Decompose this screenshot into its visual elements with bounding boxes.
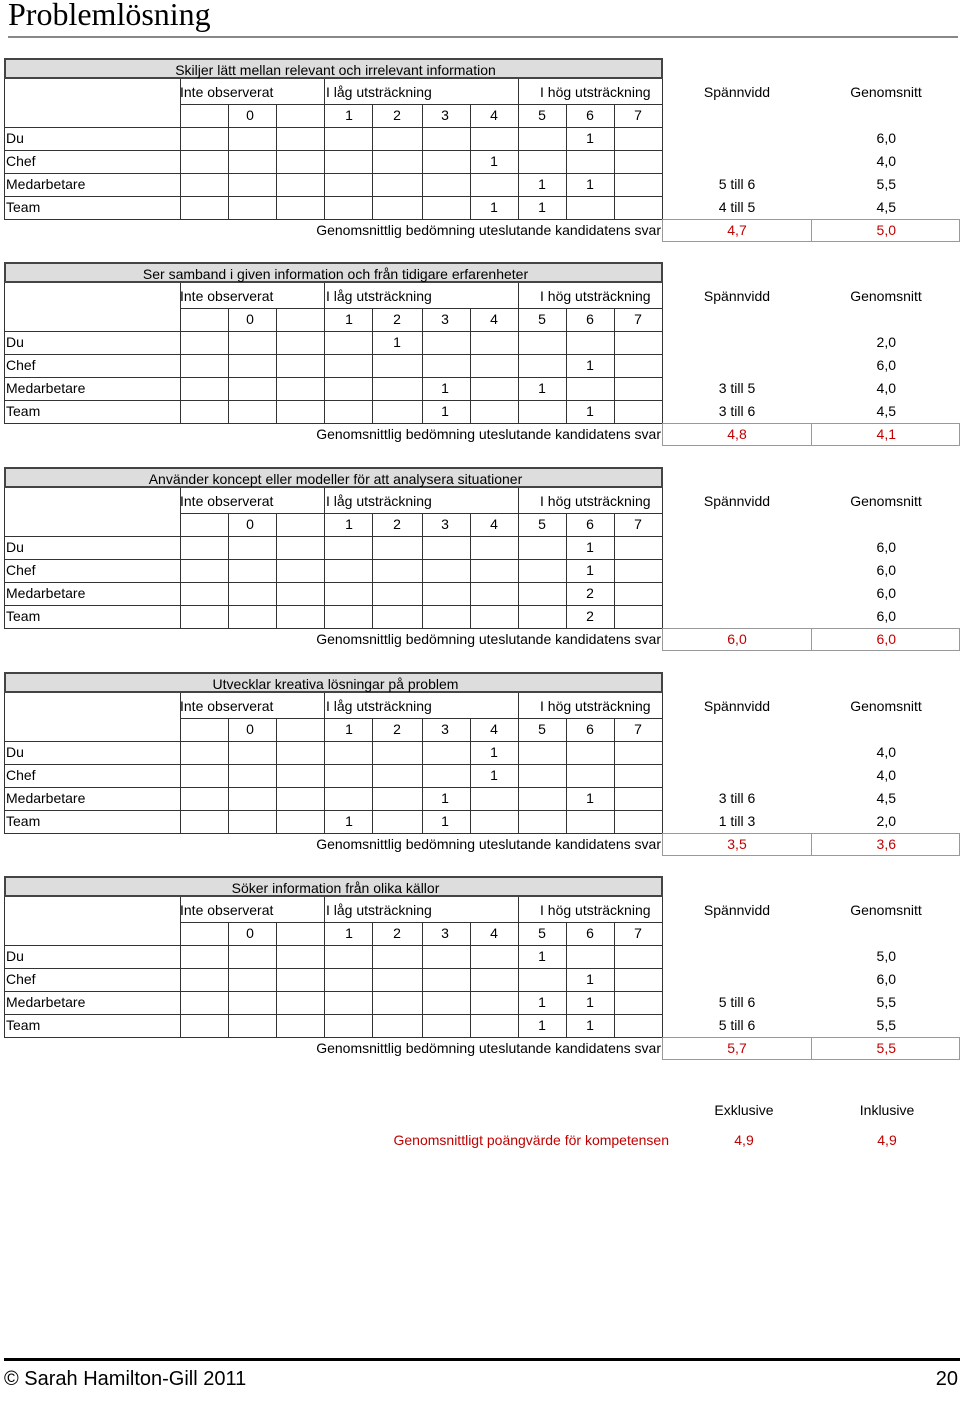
count-cell: 1 xyxy=(538,176,546,192)
grid-line xyxy=(180,897,181,1037)
row-label: Medarbetare xyxy=(6,994,86,1010)
col-header-genomsnitt: Genomsnitt xyxy=(850,84,922,100)
avg-cell: 4,0 xyxy=(876,153,896,169)
scale-value: 4 xyxy=(490,107,498,123)
section-header xyxy=(4,262,663,283)
count-cell: 1 xyxy=(441,790,449,806)
count-cell: 1 xyxy=(538,380,546,396)
row-label: Team xyxy=(6,608,41,624)
competence-section xyxy=(4,672,960,862)
grid-line xyxy=(4,628,662,629)
count-cell: 1 xyxy=(586,562,594,578)
count-cell: 1 xyxy=(538,199,546,215)
grid-line xyxy=(180,922,662,923)
row-label: Chef xyxy=(6,562,36,578)
grid-line xyxy=(662,922,663,1037)
avg-cell: 6,0 xyxy=(876,357,896,373)
row-label: Medarbetare xyxy=(6,790,86,806)
inklusive-label: Inklusive xyxy=(859,1102,915,1118)
count-cell: 1 xyxy=(393,334,401,350)
section-title: Utvecklar kreativa lösningar på problem xyxy=(212,676,459,692)
col-header-genomsnitt: Genomsnitt xyxy=(850,902,922,918)
scale-value: 0 xyxy=(246,721,254,737)
competence-section xyxy=(4,467,960,657)
grid-line xyxy=(4,173,662,174)
count-cell: 1 xyxy=(490,744,498,760)
grid-line xyxy=(228,513,229,628)
exklusive-value: 4,9 xyxy=(734,1132,754,1148)
row-label: Du xyxy=(6,334,24,350)
grid-line xyxy=(4,559,662,560)
scale-value: 4 xyxy=(490,721,498,737)
section-title: Söker information från olika källor xyxy=(231,880,440,896)
col-header-hog: I hög utsträckning xyxy=(540,493,651,509)
grid-line xyxy=(422,513,423,628)
col-header-inte: Inte observerat xyxy=(180,84,274,100)
scale-value: 1 xyxy=(345,107,353,123)
scale-value: 2 xyxy=(393,925,401,941)
grid-line xyxy=(422,922,423,1037)
grid-line xyxy=(228,718,229,833)
competence-section xyxy=(4,262,960,452)
section-title: Ser samband i given information och från tidigare erfarenheter xyxy=(142,266,529,282)
grid-line xyxy=(614,718,615,833)
col-header-lag: I låg utsträckning xyxy=(326,84,432,100)
grid-line xyxy=(180,488,181,628)
row-label: Medarbetare xyxy=(6,380,86,396)
row-label: Chef xyxy=(6,357,36,373)
competence-section xyxy=(4,58,960,248)
count-cell: 1 xyxy=(538,994,546,1010)
avg-cell: 6,0 xyxy=(876,585,896,601)
grid-line xyxy=(4,219,662,220)
grid-line xyxy=(518,488,519,628)
summary-range: 6,0 xyxy=(727,631,747,647)
exklusive-label: Exklusive xyxy=(714,1102,774,1118)
summary-range: 4,7 xyxy=(727,222,747,238)
count-cell: 2 xyxy=(586,585,594,601)
grid-line xyxy=(4,1037,662,1038)
col-header-lag: I låg utsträckning xyxy=(326,698,432,714)
section-header xyxy=(4,876,663,897)
count-cell: 1 xyxy=(538,1017,546,1033)
summary-avg: 3,6 xyxy=(876,836,896,852)
summary-avg: 4,1 xyxy=(876,426,896,442)
grid-line xyxy=(4,810,662,811)
scale-value: 3 xyxy=(441,107,449,123)
avg-cell: 4,5 xyxy=(876,403,896,419)
grid-line xyxy=(518,79,519,219)
section-header xyxy=(4,58,663,79)
summary-avg: 5,0 xyxy=(876,222,896,238)
grid-line xyxy=(372,922,373,1037)
scale-value: 2 xyxy=(393,516,401,532)
grid-line xyxy=(180,79,181,219)
grid-line xyxy=(662,718,663,833)
grid-line xyxy=(4,536,662,537)
grid-line xyxy=(276,513,277,628)
col-header-spannvidd: Spännvidd xyxy=(703,698,771,714)
grid-line xyxy=(4,605,662,606)
grid-line xyxy=(4,764,662,765)
scale-value: 1 xyxy=(345,721,353,737)
grid-line xyxy=(180,308,662,309)
col-header-spannvidd: Spännvidd xyxy=(703,902,771,918)
scale-value: 7 xyxy=(634,516,642,532)
scale-value: 1 xyxy=(345,516,353,532)
scale-value: 0 xyxy=(246,925,254,941)
scale-value: 4 xyxy=(490,516,498,532)
grid-line xyxy=(4,582,662,583)
row-label: Du xyxy=(6,948,24,964)
grid-line xyxy=(566,104,567,219)
row-label: Team xyxy=(6,813,41,829)
footer-rule xyxy=(4,1358,960,1361)
grid-line xyxy=(276,104,277,219)
col-header-hog: I hög utsträckning xyxy=(540,288,651,304)
grid-line xyxy=(4,945,662,946)
scale-value: 7 xyxy=(634,925,642,941)
scale-value: 6 xyxy=(586,925,594,941)
inklusive-value: 4,9 xyxy=(877,1132,897,1148)
col-header-genomsnitt: Genomsnitt xyxy=(850,288,922,304)
grid-line xyxy=(614,104,615,219)
summary-range: 3,5 xyxy=(727,836,747,852)
grid-line xyxy=(180,513,662,514)
count-cell: 1 xyxy=(490,153,498,169)
summary-label: Genomsnittlig bedömning uteslutande kandidatens svar xyxy=(316,1040,661,1056)
summary-label: Genomsnittlig bedömning uteslutande kandidatens svar xyxy=(316,426,661,442)
totals-label: Genomsnittligt poängvärde för kompetensen xyxy=(393,1132,669,1148)
grid-line xyxy=(470,513,471,628)
grid-line xyxy=(566,513,567,628)
grid-line xyxy=(324,488,325,628)
range-cell: 3 till 6 xyxy=(718,403,756,419)
col-header-genomsnitt: Genomsnitt xyxy=(850,698,922,714)
range-cell: 1 till 3 xyxy=(718,813,756,829)
range-cell: 3 till 6 xyxy=(718,790,756,806)
row-label: Medarbetare xyxy=(6,176,86,192)
count-cell: 1 xyxy=(586,539,594,555)
count-cell: 1 xyxy=(490,767,498,783)
scale-value: 0 xyxy=(246,516,254,532)
grid-line xyxy=(324,693,325,833)
section-title: Använder koncept eller modeller för att analysera situationer xyxy=(148,471,523,487)
scale-value: 3 xyxy=(441,516,449,532)
count-cell: 1 xyxy=(441,380,449,396)
scale-value: 5 xyxy=(538,721,546,737)
grid-line xyxy=(180,283,181,423)
col-header-lag: I låg utsträckning xyxy=(326,288,432,304)
grid-line xyxy=(276,922,277,1037)
grid-line xyxy=(276,718,277,833)
page-title: Problemlösning xyxy=(8,0,211,32)
col-header-spannvidd: Spännvidd xyxy=(703,84,771,100)
grid-line xyxy=(372,104,373,219)
count-cell: 1 xyxy=(441,403,449,419)
count-cell: 1 xyxy=(490,199,498,215)
avg-cell: 6,0 xyxy=(876,130,896,146)
scale-value: 3 xyxy=(441,925,449,941)
range-cell: 3 till 5 xyxy=(718,380,756,396)
grid-line xyxy=(422,104,423,219)
avg-cell: 6,0 xyxy=(876,971,896,987)
grid-line xyxy=(662,308,663,423)
grid-line xyxy=(4,150,662,151)
scale-value: 5 xyxy=(538,311,546,327)
scale-value: 2 xyxy=(393,107,401,123)
count-cell: 1 xyxy=(441,813,449,829)
grid-line xyxy=(180,693,181,833)
grid-line xyxy=(4,79,5,219)
grid-line xyxy=(372,718,373,833)
col-header-lag: I låg utsträckning xyxy=(326,902,432,918)
grid-line xyxy=(180,718,662,719)
range-cell: 5 till 6 xyxy=(718,994,756,1010)
range-cell: 5 till 6 xyxy=(718,176,756,192)
section-title: Skiljer lätt mellan relevant och irrelevant information xyxy=(175,62,496,78)
col-header-inte: Inte observerat xyxy=(180,288,274,304)
count-cell: 1 xyxy=(345,813,353,829)
avg-cell: 2,0 xyxy=(876,334,896,350)
col-header-inte: Inte observerat xyxy=(180,493,274,509)
avg-cell: 5,5 xyxy=(876,176,896,192)
grid-line xyxy=(228,308,229,423)
grid-line xyxy=(4,833,662,834)
grid-line xyxy=(4,423,662,424)
footer-copyright: © Sarah Hamilton-Gill 2011 xyxy=(4,1368,247,1390)
avg-cell: 4,0 xyxy=(876,380,896,396)
grid-line xyxy=(4,488,5,628)
col-header-genomsnitt: Genomsnitt xyxy=(850,493,922,509)
scale-value: 0 xyxy=(246,107,254,123)
count-cell: 1 xyxy=(538,948,546,964)
col-header-lag: I låg utsträckning xyxy=(326,493,432,509)
row-label: Chef xyxy=(6,767,36,783)
count-cell: 1 xyxy=(586,130,594,146)
row-label: Du xyxy=(6,744,24,760)
row-label: Medarbetare xyxy=(6,585,86,601)
scale-value: 7 xyxy=(634,311,642,327)
scale-value: 6 xyxy=(586,721,594,737)
grid-line xyxy=(518,283,519,423)
grid-line xyxy=(4,354,662,355)
range-cell: 5 till 6 xyxy=(718,1017,756,1033)
avg-cell: 2,0 xyxy=(876,813,896,829)
grid-line xyxy=(180,104,662,105)
grid-line xyxy=(372,308,373,423)
avg-cell: 4,5 xyxy=(876,790,896,806)
scale-value: 2 xyxy=(393,311,401,327)
grid-line xyxy=(4,196,662,197)
scale-value: 3 xyxy=(441,721,449,737)
summary-label: Genomsnittlig bedömning uteslutande kandidatens svar xyxy=(316,836,661,852)
count-cell: 1 xyxy=(586,971,594,987)
grid-line xyxy=(470,104,471,219)
grid-line xyxy=(422,308,423,423)
avg-cell: 4,5 xyxy=(876,199,896,215)
scale-value: 1 xyxy=(345,925,353,941)
scale-value: 2 xyxy=(393,721,401,737)
count-cell: 1 xyxy=(586,403,594,419)
col-header-hog: I hög utsträckning xyxy=(540,902,651,918)
avg-cell: 6,0 xyxy=(876,608,896,624)
grid-line xyxy=(470,308,471,423)
grid-line xyxy=(470,718,471,833)
grid-line xyxy=(4,400,662,401)
count-cell: 1 xyxy=(586,790,594,806)
grid-line xyxy=(228,104,229,219)
summary-range: 5,7 xyxy=(727,1040,747,1056)
summary-label: Genomsnittlig bedömning uteslutande kandidatens svar xyxy=(316,631,661,647)
grid-line xyxy=(614,922,615,1037)
row-label: Team xyxy=(6,1017,41,1033)
row-label: Team xyxy=(6,403,41,419)
count-cell: 1 xyxy=(586,994,594,1010)
grid-line xyxy=(518,693,519,833)
grid-line xyxy=(228,922,229,1037)
grid-line xyxy=(324,897,325,1037)
scale-value: 7 xyxy=(634,107,642,123)
grid-line xyxy=(4,127,662,128)
scale-value: 4 xyxy=(490,311,498,327)
scale-value: 6 xyxy=(586,107,594,123)
grid-line xyxy=(614,513,615,628)
grid-line xyxy=(324,283,325,423)
grid-line xyxy=(566,718,567,833)
scale-value: 7 xyxy=(634,721,642,737)
avg-cell: 5,5 xyxy=(876,1017,896,1033)
summary-range: 4,8 xyxy=(727,426,747,442)
scale-value: 3 xyxy=(441,311,449,327)
row-label: Du xyxy=(6,539,24,555)
col-header-hog: I hög utsträckning xyxy=(540,84,651,100)
col-header-spannvidd: Spännvidd xyxy=(703,493,771,509)
scale-value: 6 xyxy=(586,516,594,532)
scale-value: 5 xyxy=(538,107,546,123)
count-cell: 2 xyxy=(586,608,594,624)
grid-line xyxy=(518,897,519,1037)
grid-line xyxy=(470,922,471,1037)
summary-label: Genomsnittlig bedömning uteslutande kandidatens svar xyxy=(316,222,661,238)
row-label: Chef xyxy=(6,971,36,987)
grid-line xyxy=(4,897,5,1037)
avg-cell: 5,5 xyxy=(876,994,896,1010)
footer-page-number: 20 xyxy=(935,1368,958,1390)
grid-line xyxy=(4,787,662,788)
count-cell: 1 xyxy=(586,357,594,373)
scale-value: 1 xyxy=(345,311,353,327)
grid-line xyxy=(566,922,567,1037)
grid-line xyxy=(4,968,662,969)
grid-line xyxy=(4,991,662,992)
range-cell: 4 till 5 xyxy=(718,199,756,215)
col-header-inte: Inte observerat xyxy=(180,698,274,714)
title-rule xyxy=(8,36,958,38)
avg-cell: 6,0 xyxy=(876,539,896,555)
section-header xyxy=(4,467,663,488)
grid-line xyxy=(4,693,5,833)
count-cell: 1 xyxy=(586,1017,594,1033)
scale-value: 6 xyxy=(586,311,594,327)
grid-line xyxy=(422,718,423,833)
col-header-hog: I hög utsträckning xyxy=(540,698,651,714)
avg-cell: 5,0 xyxy=(876,948,896,964)
grid-line xyxy=(662,513,663,628)
grid-line xyxy=(4,741,662,742)
avg-cell: 4,0 xyxy=(876,744,896,760)
grid-line xyxy=(614,308,615,423)
competence-section xyxy=(4,876,960,1066)
grid-line xyxy=(4,1014,662,1015)
grid-line xyxy=(372,513,373,628)
avg-cell: 4,0 xyxy=(876,767,896,783)
scale-value: 0 xyxy=(246,311,254,327)
row-label: Chef xyxy=(6,153,36,169)
grid-line xyxy=(566,308,567,423)
section-header xyxy=(4,672,663,693)
scale-value: 5 xyxy=(538,516,546,532)
summary-avg: 5,5 xyxy=(876,1040,896,1056)
summary-avg: 6,0 xyxy=(876,631,896,647)
row-label: Du xyxy=(6,130,24,146)
grid-line xyxy=(324,79,325,219)
scale-value: 4 xyxy=(490,925,498,941)
scale-value: 5 xyxy=(538,925,546,941)
row-label: Team xyxy=(6,199,41,215)
count-cell: 1 xyxy=(586,176,594,192)
grid-line xyxy=(662,104,663,219)
grid-line xyxy=(4,377,662,378)
grid-line xyxy=(276,308,277,423)
grid-line xyxy=(4,331,662,332)
col-header-inte: Inte observerat xyxy=(180,902,274,918)
avg-cell: 6,0 xyxy=(876,562,896,578)
grid-line xyxy=(4,283,5,423)
col-header-spannvidd: Spännvidd xyxy=(703,288,771,304)
